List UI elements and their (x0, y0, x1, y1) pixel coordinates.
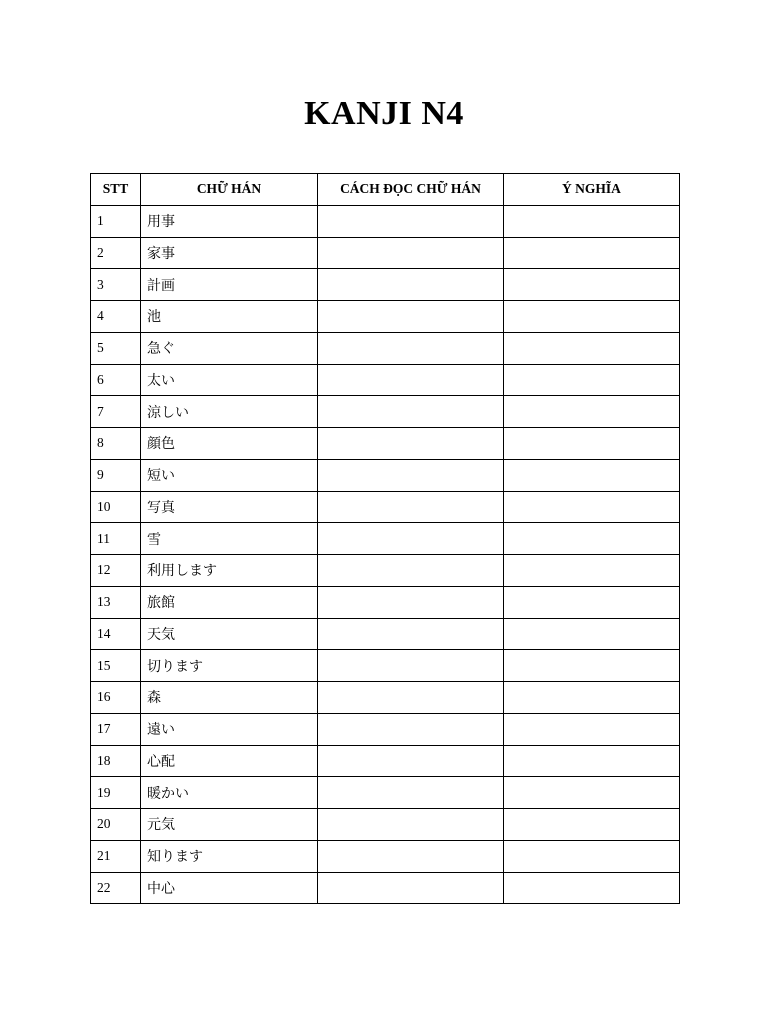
header-stt: STT (91, 174, 141, 206)
meaning-cell (504, 205, 680, 237)
kanji-cell: 知ります (141, 840, 318, 872)
meaning-cell (504, 459, 680, 491)
row-number-cell: 8 (91, 428, 141, 460)
table-body (91, 205, 680, 904)
table-row (91, 428, 680, 460)
meaning-cell (504, 840, 680, 872)
table-row (91, 650, 680, 682)
reading-cell (318, 459, 504, 491)
meaning-cell (504, 745, 680, 777)
meaning-cell (504, 491, 680, 523)
table-row (91, 872, 680, 904)
table-row (91, 237, 680, 269)
meaning-cell (504, 777, 680, 809)
reading-cell (318, 396, 504, 428)
table-row (91, 459, 680, 491)
kanji-cell: 心配 (141, 745, 318, 777)
row-number-cell: 18 (91, 745, 141, 777)
kanji-table (90, 173, 680, 904)
kanji-cell: 天気 (141, 618, 318, 650)
kanji-cell: 元気 (141, 809, 318, 841)
row-number-cell: 21 (91, 840, 141, 872)
header-reading: CÁCH ĐỌC CHỮ HÁN (318, 174, 504, 206)
reading-cell (318, 618, 504, 650)
kanji-cell: 短い (141, 459, 318, 491)
table-row (91, 364, 680, 396)
table-row (91, 396, 680, 428)
row-number-cell: 14 (91, 618, 141, 650)
reading-cell (318, 872, 504, 904)
meaning-cell (504, 523, 680, 555)
header-row (91, 174, 680, 206)
meaning-cell (504, 301, 680, 333)
reading-cell (318, 586, 504, 618)
table-row (91, 332, 680, 364)
table-row (91, 205, 680, 237)
table-row (91, 809, 680, 841)
meaning-cell (504, 396, 680, 428)
table-row (91, 555, 680, 587)
meaning-cell (504, 872, 680, 904)
kanji-cell: 池 (141, 301, 318, 333)
kanji-cell: 旅館 (141, 586, 318, 618)
row-number-cell: 16 (91, 682, 141, 714)
reading-cell (318, 682, 504, 714)
page-title: KANJI N4 (304, 95, 464, 132)
meaning-cell (504, 364, 680, 396)
row-number-cell: 7 (91, 396, 141, 428)
reading-cell (318, 523, 504, 555)
kanji-cell: 切ります (141, 650, 318, 682)
kanji-cell: 用事 (141, 205, 318, 237)
reading-cell (318, 205, 504, 237)
table-row (91, 618, 680, 650)
table-row (91, 682, 680, 714)
reading-cell (318, 237, 504, 269)
kanji-cell: 顔色 (141, 428, 318, 460)
table-row (91, 840, 680, 872)
meaning-cell (504, 555, 680, 587)
row-number-cell: 13 (91, 586, 141, 618)
kanji-cell: 急ぐ (141, 332, 318, 364)
kanji-cell: 涼しい (141, 396, 318, 428)
kanji-cell: 遠い (141, 713, 318, 745)
meaning-cell (504, 809, 680, 841)
meaning-cell (504, 682, 680, 714)
row-number-cell: 1 (91, 205, 141, 237)
table-row (91, 523, 680, 555)
meaning-cell (504, 618, 680, 650)
meaning-cell (504, 650, 680, 682)
meaning-cell (504, 428, 680, 460)
table-row (91, 586, 680, 618)
reading-cell (318, 809, 504, 841)
kanji-cell: 家事 (141, 237, 318, 269)
row-number-cell: 6 (91, 364, 141, 396)
reading-cell (318, 332, 504, 364)
row-number-cell: 20 (91, 809, 141, 841)
row-number-cell: 4 (91, 301, 141, 333)
reading-cell (318, 745, 504, 777)
table-header (91, 174, 680, 206)
row-number-cell: 19 (91, 777, 141, 809)
reading-cell (318, 650, 504, 682)
reading-cell (318, 364, 504, 396)
reading-cell (318, 713, 504, 745)
row-number-cell: 2 (91, 237, 141, 269)
meaning-cell (504, 586, 680, 618)
kanji-cell: 雪 (141, 523, 318, 555)
table-row (91, 713, 680, 745)
kanji-cell: 写真 (141, 491, 318, 523)
meaning-cell (504, 269, 680, 301)
meaning-cell (504, 237, 680, 269)
table-row (91, 491, 680, 523)
row-number-cell: 9 (91, 459, 141, 491)
row-number-cell: 17 (91, 713, 141, 745)
reading-cell (318, 269, 504, 301)
table-row (91, 269, 680, 301)
header-meaning: Ý NGHĨA (504, 174, 680, 206)
kanji-cell: 中心 (141, 872, 318, 904)
kanji-cell: 暖かい (141, 777, 318, 809)
row-number-cell: 22 (91, 872, 141, 904)
row-number-cell: 15 (91, 650, 141, 682)
row-number-cell: 11 (91, 523, 141, 555)
reading-cell (318, 428, 504, 460)
reading-cell (318, 555, 504, 587)
header-kanji: CHỮ HÁN (141, 174, 318, 206)
meaning-cell (504, 713, 680, 745)
kanji-cell: 計画 (141, 269, 318, 301)
row-number-cell: 12 (91, 555, 141, 587)
table-row (91, 745, 680, 777)
reading-cell (318, 777, 504, 809)
table-row (91, 777, 680, 809)
row-number-cell: 3 (91, 269, 141, 301)
kanji-cell: 太い (141, 364, 318, 396)
row-number-cell: 10 (91, 491, 141, 523)
kanji-cell: 利用します (141, 555, 318, 587)
reading-cell (318, 491, 504, 523)
reading-cell (318, 840, 504, 872)
row-number-cell: 5 (91, 332, 141, 364)
table-row (91, 301, 680, 333)
meaning-cell (504, 332, 680, 364)
reading-cell (318, 301, 504, 333)
kanji-cell: 森 (141, 682, 318, 714)
